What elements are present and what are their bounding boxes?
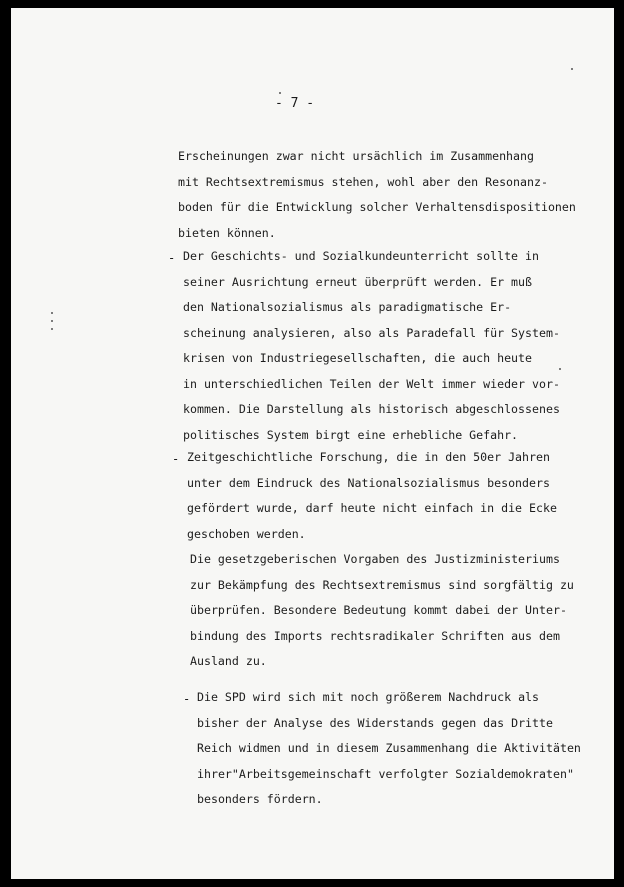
scan-speck (51, 320, 53, 322)
scan-speck (279, 92, 281, 94)
document-page (11, 8, 614, 879)
text-line: politisches System birgt eine erhebliche Gefahr. (183, 427, 519, 442)
text-line: Ausland zu. (190, 654, 267, 668)
paragraph (178, 144, 576, 246)
scan-speck (51, 312, 53, 314)
text-line: in unterschiedlichen Teilen der Welt immer wieder vor- (183, 376, 560, 391)
bullet-dash: - (183, 692, 191, 706)
text-line: ihrer"Arbeitsgemeinschaft verfolgter Sozialdemokraten" (197, 766, 574, 781)
scan-speck (571, 68, 573, 70)
text-line: Der Geschichts- und Sozialkundeunterricht sollte in (183, 249, 539, 263)
text-line: krisen von Industriegesellschaften, die auch heute (183, 351, 533, 365)
paragraph (197, 685, 581, 813)
text-line: überprüfen. Besondere Bedeutung kommt dabei der Unter- (190, 603, 567, 617)
text-line: Reich widmen und in diesem Zusammenhang die Aktivitäten (197, 741, 581, 755)
scan-speck (559, 368, 561, 370)
text-line: Die SPD wird sich mit noch größerem Nachdruck als (197, 690, 540, 704)
text-line: boden für die Entwicklung solcher Verhaltensdispositionen (178, 200, 576, 214)
text-line: bisher der Analyse des Widerstands gegen das Dritte (197, 715, 553, 730)
bullet-dash: - (172, 452, 180, 466)
text-line: besonders fördern. (197, 792, 323, 806)
paragraph (187, 445, 557, 547)
text-line: kommen. Die Darstellung als historisch abgeschlossenes (183, 402, 560, 416)
text-line: scheinung analysieren, also als Paradefall für System- (183, 325, 560, 340)
text-line: geschoben werden. (187, 526, 306, 541)
text-line: unter dem Eindruck des Nationalsozialismus besonders (187, 475, 550, 490)
text-line: den Nationalsozialismus als paradigmatische Er- (183, 300, 512, 314)
text-line: Zeitgeschichtliche Forschung, die in den 50er Jahren (187, 450, 550, 464)
text-line: seiner Ausrichtung erneut überprüft werden. Er muß (183, 274, 533, 289)
text-line: zur Bekämpfung des Rechtsextremismus sind sorgfältig zu (190, 577, 574, 592)
paragraph (190, 547, 574, 675)
text-line: Erscheinungen zwar nicht ursächlich im Zusammenhang (178, 149, 534, 163)
paragraph (183, 244, 560, 448)
text-line: Die gesetzgeberischen Vorgaben des Justizministeriums (190, 552, 560, 566)
bullet-dash: - (168, 251, 176, 265)
text-line: bindung des Imports rechtsradikaler Schriften aus dem (190, 628, 560, 643)
page-number: - 7 - (275, 96, 315, 111)
scan-speck (51, 328, 53, 330)
text-line: mit Rechtsextremismus stehen, wohl aber den Resonanz- (178, 174, 548, 189)
text-line: bieten können. (178, 225, 276, 240)
text-line: gefördert wurde, darf heute nicht einfach in die Ecke (187, 501, 557, 515)
